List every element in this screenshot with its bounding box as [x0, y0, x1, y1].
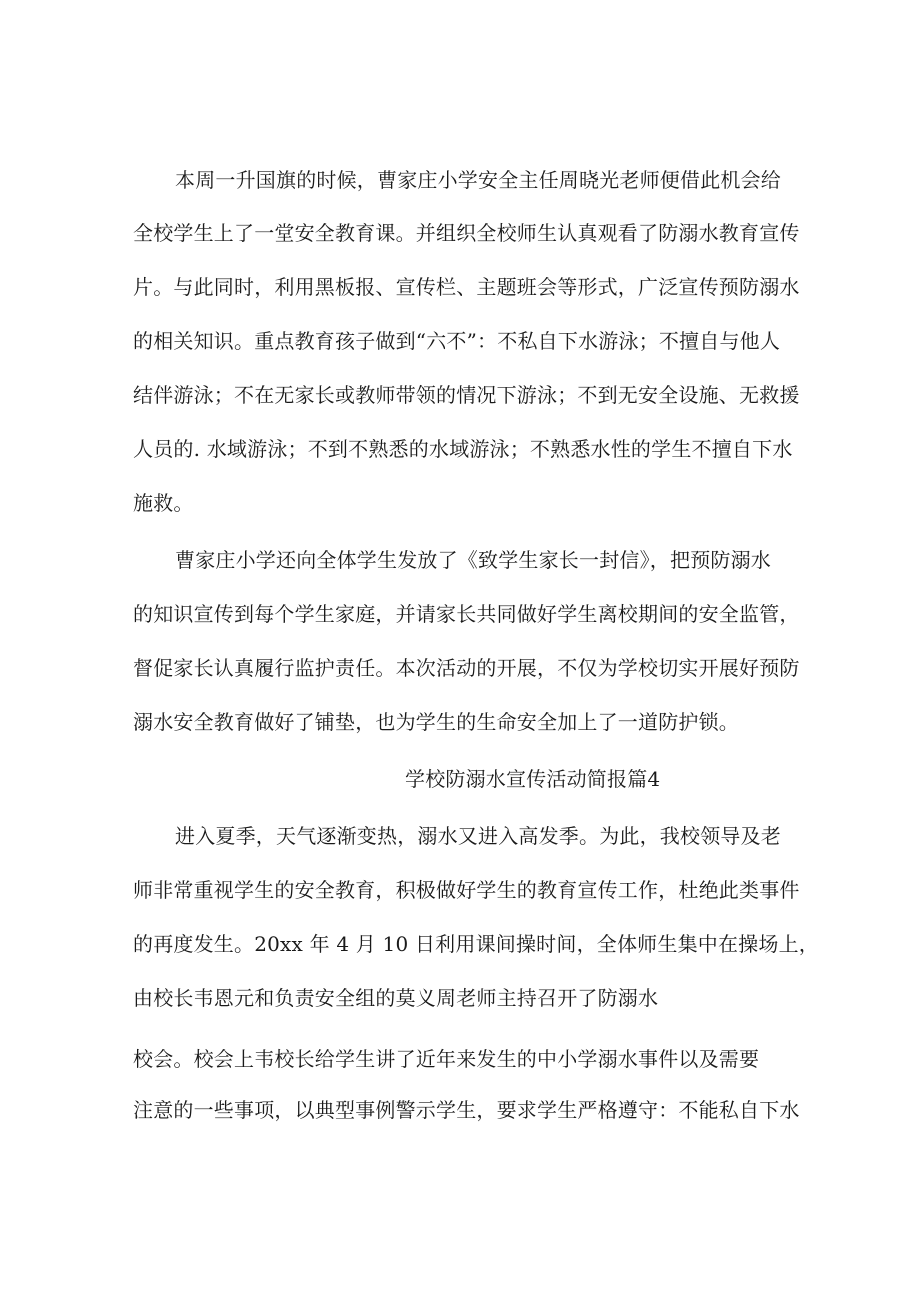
paragraph-2-line-4: 溺水安全教育做好了铺垫，也为学生的生命安全加上了一道防护锁。 — [133, 710, 739, 734]
paragraph-3-line-4: 由校长韦恩元和负责安全组的莫义周老师主持召开了防溺水 — [133, 986, 659, 1010]
paragraph-3-line-6: 注意的一些事项，以典型事例警示学生，要求学生严格遵守：不能私自下水 — [133, 1098, 800, 1122]
paragraph-1-line-7: 施救。 — [133, 491, 194, 515]
paragraph-2-line-3: 督促家长认真履行监护责任。本次活动的开展，不仅为学校切实开展好预防 — [133, 656, 800, 680]
section-heading: 学校防溺水宣传活动简报篇4 — [405, 767, 661, 791]
paragraph-1-line-6: 人员的. 水域游泳；不到不熟悉的水域游泳；不熟悉水性的学生不擅自下水 — [133, 437, 793, 461]
paragraph-1-line-5: 结伴游泳；不在无家长或教师带领的情况下游泳；不到无安全设施、无救援 — [133, 383, 800, 407]
paragraph-2-line-2: 的知识宣传到每个学生家庭，并请家长共同做好学生离校期间的安全监管， — [133, 602, 800, 626]
paragraph-1-line-1: 本周一升国旗的时候，曹家庄小学安全主任周晓光老师便借此机会给 — [175, 168, 781, 192]
paragraph-1-line-3: 片。与此同时，利用黑板报、宣传栏、主题班会等形式，广泛宣传预防溺水 — [133, 275, 800, 299]
paragraph-2-line-1: 曹家庄小学还向全体学生发放了《致学生家长一封信》，把预防溺水 — [175, 548, 771, 572]
paragraph-3-line-3: 的再度发生。20xx 年 4 月 10 日利用课间操时间，全体师生集中在操场上， — [133, 932, 819, 956]
paragraph-1-line-2: 全校学生上了一堂安全教育课。并组织全校师生认真观看了防溺水教育宣传 — [133, 221, 800, 245]
paragraph-3-line-1: 进入夏季，天气逐渐变热，溺水又进入高发季。为此，我校领导及老 — [175, 824, 781, 848]
paragraph-1-line-4: 的相关知识。重点教育孩子做到“六不”：不私自下水游泳；不擅自与他人 — [133, 329, 781, 353]
paragraph-3-line-5: 校会。校会上韦校长给学生讲了近年来发生的中小学溺水事件以及需要 — [133, 1047, 760, 1071]
paragraph-3-line-2: 师非常重视学生的安全教育，积极做好学生的教育宣传工作，杜绝此类事件 — [133, 878, 800, 902]
